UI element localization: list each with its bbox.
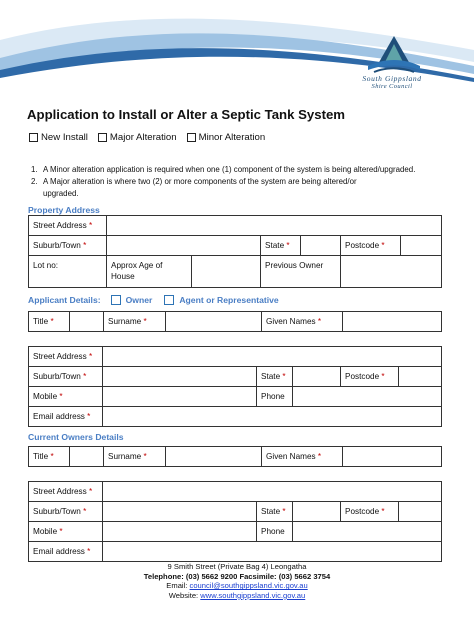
minor-alteration-checkbox[interactable]: [187, 133, 196, 142]
notes-list: [31, 164, 451, 200]
property-address-heading: Property Address: [28, 205, 100, 215]
given-names-label: Given Names *: [262, 447, 343, 466]
applicant-contact-table: [28, 346, 442, 427]
table-row: [29, 447, 442, 467]
previous-owner-label: Previous Owner: [261, 256, 341, 287]
footer-website-line: Website: www.southgippsland.vic.gov.au: [168, 590, 306, 600]
surname-label: Surname *: [104, 312, 166, 331]
suburb-label: Suburb/Town *: [29, 367, 103, 386]
street-address-field[interactable]: [103, 482, 442, 501]
table-row: [29, 502, 442, 522]
owners-name-table: [28, 446, 442, 467]
agent-checkbox[interactable]: [164, 295, 174, 305]
note-text: A Minor alteration application is required when one (1) component of the system is being altered/upgraded.: [43, 165, 416, 174]
mobile-label: Mobile *: [29, 522, 103, 541]
footer: [0, 562, 474, 600]
email-label: Email address *: [29, 542, 103, 561]
phone-label: Phone: [257, 387, 293, 406]
footer-email-line: Email: council@southgippsland.vic.gov.au: [166, 581, 308, 591]
mobile-field[interactable]: [103, 387, 257, 406]
state-field[interactable]: [301, 236, 341, 255]
major-alteration-checkbox[interactable]: [98, 133, 107, 142]
council-name-line1: South Gippsland: [362, 74, 422, 83]
suburb-field[interactable]: [107, 236, 261, 255]
phone-field[interactable]: [293, 387, 442, 406]
table-row: [29, 522, 442, 542]
lot-label: Lot no:: [29, 256, 107, 287]
footer-website-link[interactable]: www.southgippsland.vic.gov.au: [200, 590, 306, 600]
email-field[interactable]: [103, 407, 442, 426]
title-label: Title *: [29, 447, 70, 466]
owners-contact-table: [28, 481, 442, 562]
title-field[interactable]: [70, 447, 104, 466]
surname-field[interactable]: [166, 312, 262, 331]
mobile-label: Mobile *: [29, 387, 103, 406]
footer-address: 9 Smith Street (Private Bag 4) Leongatha: [167, 562, 307, 571]
note-item: [31, 176, 451, 188]
table-row: [29, 367, 442, 387]
surname-field[interactable]: [166, 447, 262, 466]
major-alteration-label: Major Alteration: [109, 132, 177, 143]
applicant-name-table: [28, 311, 442, 332]
note-item: [31, 164, 451, 176]
owner-checkbox[interactable]: [111, 295, 121, 305]
given-names-field[interactable]: [343, 312, 442, 331]
street-address-field[interactable]: [107, 216, 442, 235]
email-field[interactable]: [103, 542, 442, 561]
postcode-field[interactable]: [399, 367, 442, 386]
phone-field[interactable]: [293, 522, 442, 541]
minor-alteration-label: Minor Alteration: [198, 132, 266, 143]
postcode-label: Postcode *: [341, 367, 399, 386]
email-label: Email address *: [29, 407, 103, 426]
table-row: [29, 482, 442, 502]
note-text: A Major alteration is where two (2) or more components of the system are being altered/or: [43, 177, 357, 186]
table-row: [29, 347, 442, 367]
surname-label: Surname *: [104, 447, 166, 466]
new-install-label: New Install: [41, 132, 88, 143]
state-label: State *: [261, 236, 301, 255]
note-number: 2.: [31, 177, 38, 186]
title-field[interactable]: [70, 312, 104, 331]
suburb-label: Suburb/Town *: [29, 502, 103, 521]
street-address-label: Street Address *: [29, 482, 103, 501]
approx-age-field[interactable]: [192, 256, 261, 287]
table-row: [29, 216, 442, 236]
state-label: State *: [257, 502, 293, 521]
owner-option-label: Owner: [125, 295, 153, 305]
footer-tel-fax: Telephone: (03) 5662 9200 Facsimile: (03) 5662 3754: [143, 571, 331, 581]
given-names-field[interactable]: [343, 447, 442, 466]
approx-age-label: Approx Age of House: [107, 256, 192, 287]
applicant-details-heading: Applicant Details: Owner Agent or Representative: [28, 295, 279, 305]
previous-owner-field[interactable]: [341, 256, 442, 287]
street-address-field[interactable]: [103, 347, 442, 366]
note-number: 1.: [31, 165, 38, 174]
mobile-field[interactable]: [103, 522, 257, 541]
footer-email-link[interactable]: council@southgippsland.vic.gov.au: [189, 581, 308, 591]
table-row: [29, 387, 442, 407]
table-row: [29, 407, 442, 427]
property-address-table: [28, 215, 442, 288]
street-address-label: Street Address *: [29, 216, 107, 235]
postcode-field[interactable]: [399, 502, 442, 521]
suburb-label: Suburb/Town *: [29, 236, 107, 255]
application-type-options: [29, 132, 275, 143]
current-owners-heading: Current Owners Details: [28, 432, 124, 442]
table-row: [29, 236, 442, 256]
phone-label: Phone: [257, 522, 293, 541]
street-address-label: Street Address *: [29, 347, 103, 366]
table-row: [29, 542, 442, 562]
postcode-label: Postcode *: [341, 236, 401, 255]
state-field[interactable]: [293, 367, 341, 386]
suburb-field[interactable]: [103, 367, 257, 386]
agent-option-label: Agent or Representative: [179, 295, 279, 305]
state-label: State *: [257, 367, 293, 386]
council-name-line2: Shire Council: [371, 83, 413, 90]
title-label: Title *: [29, 312, 70, 331]
note-continuation: upgraded.: [43, 189, 79, 198]
postcode-label: Postcode *: [341, 502, 399, 521]
table-row: [29, 256, 442, 288]
postcode-field[interactable]: [401, 236, 442, 255]
table-row: [29, 312, 442, 332]
given-names-label: Given Names *: [262, 312, 343, 331]
new-install-checkbox[interactable]: [29, 133, 38, 142]
state-field[interactable]: [293, 502, 341, 521]
form-title: Application to Install or Alter a Septic Tank System: [27, 107, 346, 122]
suburb-field[interactable]: [103, 502, 257, 521]
